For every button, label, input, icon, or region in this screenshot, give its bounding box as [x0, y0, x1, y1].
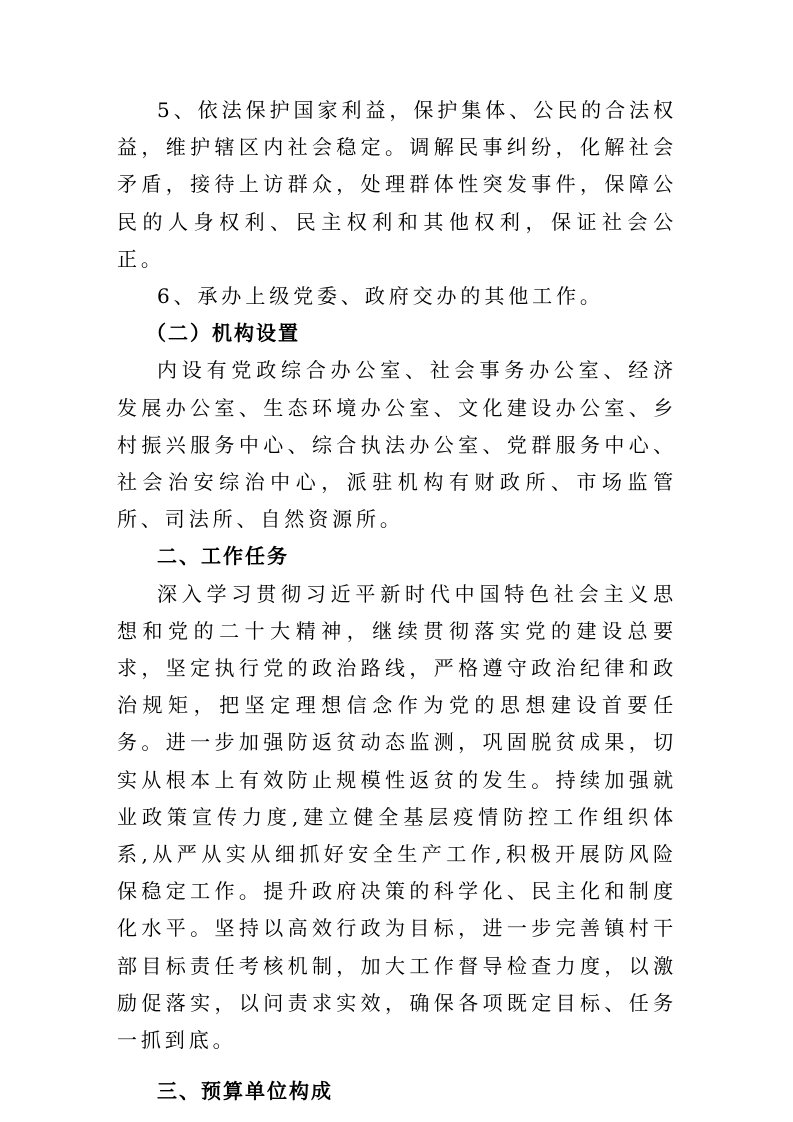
document-body: [117, 92, 677, 1110]
heading-org-setup: （二）机构设置: [146, 321, 300, 346]
paragraph-work-tasks: 深入学习贯彻习近平新时代中国特色社会主义思想和党的二十大精神，继续贯彻落实党的建设总要求，坚定执行党的政治路线，严格遵守政治纪律和政治规矩，把坚定理想信念作为党的思想建设首要任务。进一步加强防返贫动态监测，巩固脱贫成果，切实从根本上有效防止规模性返贫的发生。持续加强就业政策宣传力度,建立健全基层疫情防控工作组织体系,从严从实从细抓好安全生产工作,积极开展防风险保稳定工作。提升政府决策的科学化、民主化和制度化水平。坚持以高效行政为目标，进一步完善镇村干部目标责任考核机制，加大工作督导检查力度，以激励促落实，以问责求实效，确保各项既定目标、任务一抓到底。: [117, 581, 677, 1053]
paragraph-item-5: 5、依法保护国家利益，保护集体、公民的合法权益，维护辖区内社会稳定。调解民事纠纷，化解社会矛盾，接待上访群众，处理群体性突发事件，保障公民的人身权利、民主权利和其他权利，保证社会公正。: [117, 98, 677, 271]
heading-budget-units: 三、预算单位构成: [157, 1079, 333, 1104]
paragraph-item-6: 6、承办上级党委、政府交办的其他工作。: [157, 284, 604, 309]
paragraph-org-setup: 内设有党政综合办公室、社会事务办公室、经济发展办公室、生态环境办公室、文化建设办公室、乡村振兴服务中心、综合执法办公室、党群服务中心、社会治安综治中心，派驻机构有财政所、市场监管所、司法所、自然资源所。: [117, 358, 677, 532]
heading-work-tasks: 二、工作任务: [157, 544, 289, 569]
